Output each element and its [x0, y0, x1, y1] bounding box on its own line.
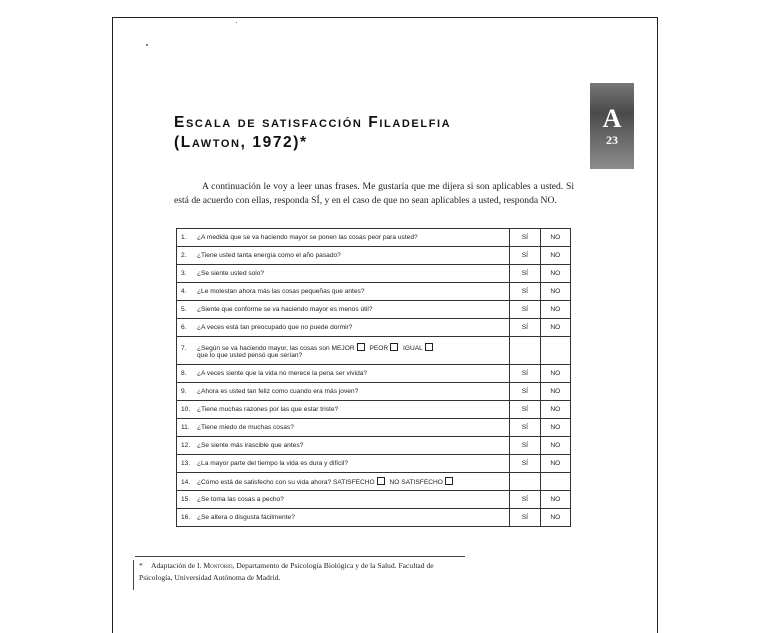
footnote-rule	[135, 556, 465, 557]
table-row	[177, 419, 571, 437]
no-option[interactable]: NO	[540, 401, 570, 419]
yes-option[interactable]: SÍ	[510, 265, 540, 283]
yes-option[interactable]: SÍ	[510, 247, 540, 265]
question-cell: 6. ¿A veces está tan preocupado que no puede dormir?	[177, 319, 510, 337]
no-option[interactable]: NO	[540, 437, 570, 455]
option-not-satisfied-label: NO SATISFECHO	[389, 479, 443, 486]
yes-option[interactable]: SÍ	[510, 491, 540, 509]
empty-answer-cell	[510, 473, 540, 491]
page-number: 23	[606, 133, 618, 147]
no-option[interactable]: NO	[540, 491, 570, 509]
table-row	[177, 437, 571, 455]
option-better-label: MEJOR	[331, 344, 355, 352]
question-cell: 5. ¿Siente que conforme se va haciendo mayor es menos útil?	[177, 301, 510, 319]
title-line-2: (Lawton, 1972)*	[174, 134, 308, 151]
table-row	[177, 319, 571, 337]
question-cell: 11. ¿Tiene miedo de muchas cosas?	[177, 419, 510, 437]
table-row	[177, 455, 571, 473]
empty-answer-cell	[540, 473, 570, 491]
table-row	[177, 383, 571, 401]
yes-option[interactable]: SÍ	[510, 509, 540, 527]
table-row	[177, 301, 571, 319]
page-title	[174, 113, 451, 153]
table-row	[177, 491, 571, 509]
yes-option[interactable]: SÍ	[510, 383, 540, 401]
option-same-label: IGUAL	[402, 344, 423, 352]
question-cell: 14. ¿Cómo está de satisfecho con su vida ahora? SATISFECHO NO SATISFECHO	[177, 473, 510, 491]
no-option[interactable]: NO	[540, 247, 570, 265]
question-cell: 12. ¿Se siente más irascible que antes?	[177, 437, 510, 455]
question-cell: 8. ¿A veces siente que la vida no merece la pena ser vivida?	[177, 365, 510, 383]
option-worse-label: PEOR	[369, 344, 389, 352]
option-same-checkbox[interactable]	[425, 343, 433, 351]
no-option[interactable]: NO	[540, 419, 570, 437]
option-better-checkbox[interactable]	[357, 343, 365, 351]
option-not-satisfied-checkbox[interactable]	[445, 477, 453, 485]
question-cell: 2. ¿Tiene usted tanta energía como el año pasado?	[177, 247, 510, 265]
table-row	[177, 265, 571, 283]
question-cell: 15. ¿Se toma las cosas a pecho?	[177, 491, 510, 509]
yes-option[interactable]: SÍ	[510, 283, 540, 301]
yes-option[interactable]: SÍ	[510, 319, 540, 337]
section-letter: A	[602, 104, 622, 133]
question-cell: 9. ¿Ahora es usted tan feliz como cuando era más joven?	[177, 383, 510, 401]
table-row	[177, 401, 571, 419]
no-option[interactable]: NO	[540, 229, 570, 247]
no-option[interactable]: NO	[540, 301, 570, 319]
option-satisfied-label: SATISFECHO	[333, 479, 375, 486]
option-worse-checkbox[interactable]	[390, 343, 398, 351]
yes-option[interactable]: SÍ	[510, 419, 540, 437]
question-cell: 1. ¿A medida que se va haciendo mayor se ponen las cosas peor para usted?	[177, 229, 510, 247]
table-row	[177, 473, 571, 491]
yes-option[interactable]: SÍ	[510, 437, 540, 455]
question-cell: 16. ¿Se altera o disgusta fácilmente?	[177, 509, 510, 527]
no-option[interactable]: NO	[540, 455, 570, 473]
no-option[interactable]: NO	[540, 265, 570, 283]
footnote-author: Montorio	[203, 561, 233, 570]
no-option[interactable]: NO	[540, 383, 570, 401]
question-cell: 4. ¿Le molestan ahora más las cosas pequeñas que antes?	[177, 283, 510, 301]
table-row	[177, 365, 571, 383]
question-cell: 10. ¿Tiene muchas razones por las que estar triste?	[177, 401, 510, 419]
yes-option[interactable]: SÍ	[510, 301, 540, 319]
footnote	[139, 560, 469, 584]
footnote-pre: Adaptación de I.	[151, 561, 202, 570]
option-satisfied-checkbox[interactable]	[377, 477, 385, 485]
section-tab	[590, 83, 634, 169]
yes-option[interactable]: SÍ	[510, 365, 540, 383]
question-cell: 7. ¿Según se va haciendo mayor, las cosas son MEJOR PEOR IGUAL que lo que usted pensó que serían?	[177, 337, 510, 365]
no-option[interactable]: NO	[540, 509, 570, 527]
table-row	[177, 229, 571, 247]
question-cell: 3. ¿Se siente usted solo?	[177, 265, 510, 283]
no-option[interactable]: NO	[540, 319, 570, 337]
yes-option[interactable]: SÍ	[510, 401, 540, 419]
question-continuation: que lo que usted pensó que serían?	[197, 351, 303, 359]
no-option[interactable]: NO	[540, 283, 570, 301]
empty-answer-cell	[540, 337, 570, 365]
footnote-bar	[133, 560, 134, 590]
footnote-post: , Departamento de Psicología Biológica y de la Salud. Facultad de Psicología, Universidad Autónoma de Madrid.	[139, 561, 434, 582]
table-row	[177, 283, 571, 301]
intro-paragraph: A continuación le voy a leer unas frases. Me gustaría que me dijera si son aplicables a usted. Si está de acuerdo con ellas, responda SÍ, y en el caso de que no sean aplicables a usted, responda NO.	[174, 181, 574, 206]
table-row	[177, 509, 571, 527]
no-option[interactable]: NO	[540, 365, 570, 383]
table-row	[177, 247, 571, 265]
questionnaire-table	[176, 228, 571, 527]
question-cell: 13. ¿La mayor parte del tiempo la vida es dura y difícil?	[177, 455, 510, 473]
footnote-marker: *	[139, 561, 143, 570]
empty-answer-cell	[510, 337, 540, 365]
page-content	[112, 17, 656, 632]
yes-option[interactable]: SÍ	[510, 229, 540, 247]
yes-option[interactable]: SÍ	[510, 455, 540, 473]
title-line-1: Escala de satisfacción Filadelfia	[174, 114, 452, 131]
table-row	[177, 337, 571, 365]
